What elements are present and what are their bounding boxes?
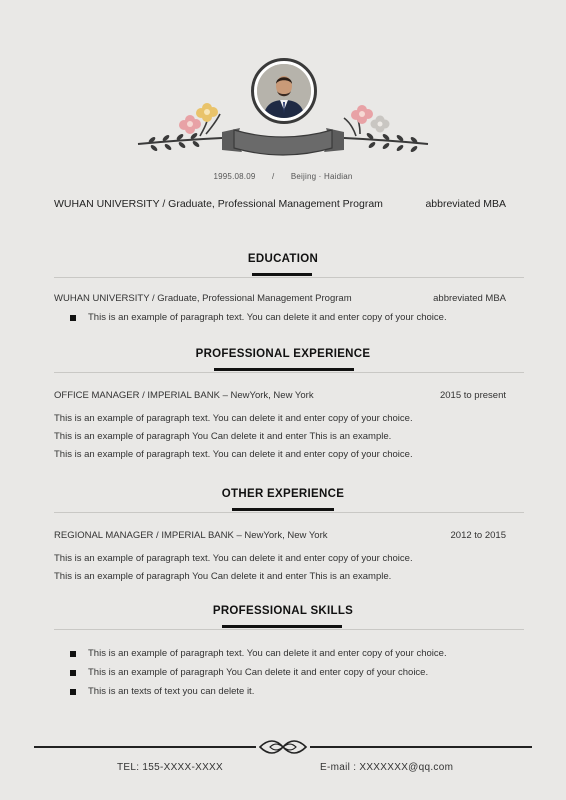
footer-rule-right: [310, 746, 532, 748]
section-title-other-experience: OTHER EXPERIENCE: [221, 488, 345, 500]
contact-email: E-mail : XXXXXXX@qq.com: [320, 762, 454, 773]
personal-meta: [0, 172, 566, 181]
grey-flower-icon: [371, 116, 390, 133]
list-item: [70, 667, 510, 678]
bullet-icon: [70, 670, 76, 676]
paragraph-line: This is an example of paragraph text. You can delete it and enter copy of your choice.: [54, 449, 413, 460]
contact-phone: TEL: 155-XXXX-XXXX: [117, 762, 224, 773]
paragraph-line: This is an example of paragraph You Can delete it and enter This is an example.: [54, 431, 392, 442]
paragraph-line: This is an example of paragraph You Can delete it and enter This is an example.: [54, 571, 392, 582]
meta-separator: /: [271, 172, 275, 181]
experience-role: OFFICE MANAGER / IMPERIAL BANK – NewYork, New York: [54, 390, 314, 401]
list-item: [70, 648, 510, 659]
birth-date: 1995.08.09: [213, 172, 256, 181]
section-title-professional-experience: PROFESSIONAL EXPERIENCE: [195, 348, 371, 360]
pink-flower-icon: [351, 105, 373, 124]
location: Beijing · Haidian: [290, 172, 353, 181]
experience-dates: 2015 to present: [439, 390, 506, 401]
list-item-text: This is an texts of text you can delete it.: [88, 686, 255, 697]
education-row: [54, 293, 506, 304]
bullet-icon: [70, 689, 76, 695]
section-divider: [54, 372, 524, 373]
footer-rule-left: [34, 746, 256, 748]
experience-role: REGIONAL MANAGER / IMPERIAL BANK – NewYork, New York: [54, 530, 328, 541]
section-bar: [214, 368, 354, 371]
headline-abbrev: abbreviated MBA: [425, 198, 506, 210]
list-item: [70, 312, 510, 323]
section-title-education: EDUCATION: [247, 253, 319, 265]
education-school: WUHAN UNIVERSITY / Graduate, Professional Management Program: [54, 293, 352, 304]
section-divider: [54, 629, 524, 630]
experience-row: [54, 530, 506, 541]
section-divider: [54, 277, 524, 278]
section-bar: [222, 625, 342, 628]
list-item-text: This is an example of paragraph text. You can delete it and enter copy of your choice.: [88, 648, 447, 659]
section-title-professional-skills: PROFESSIONAL SKILLS: [212, 605, 354, 617]
experience-row: [54, 390, 506, 401]
section-bar: [232, 508, 334, 511]
list-item-text: This is an example of paragraph You Can delete it and enter copy of your choice.: [88, 667, 429, 678]
education-degree: abbreviated MBA: [433, 293, 506, 304]
list-item: [70, 686, 510, 697]
section-divider: [54, 512, 524, 513]
pink-flower-icon: [179, 115, 201, 134]
headline-degree: WUHAN UNIVERSITY / Graduate, Professional Management Program: [54, 198, 383, 210]
paragraph-line: This is an example of paragraph text. You can delete it and enter copy of your choice.: [54, 553, 413, 564]
experience-dates: 2012 to 2015: [450, 530, 506, 541]
bullet-icon: [70, 651, 76, 657]
section-bar: [252, 273, 312, 276]
paragraph-line: This is an example of paragraph text. You can delete it and enter copy of your choice.: [54, 413, 413, 424]
bullet-icon: [70, 315, 76, 321]
headline: [54, 198, 506, 210]
yellow-flower-icon: [196, 103, 218, 122]
list-item-text: This is an example of paragraph text. You can delete it and enter copy of your choice.: [88, 312, 447, 323]
knot-ornament-icon: [258, 739, 308, 755]
floral-ribbon-ornament: [130, 100, 436, 162]
